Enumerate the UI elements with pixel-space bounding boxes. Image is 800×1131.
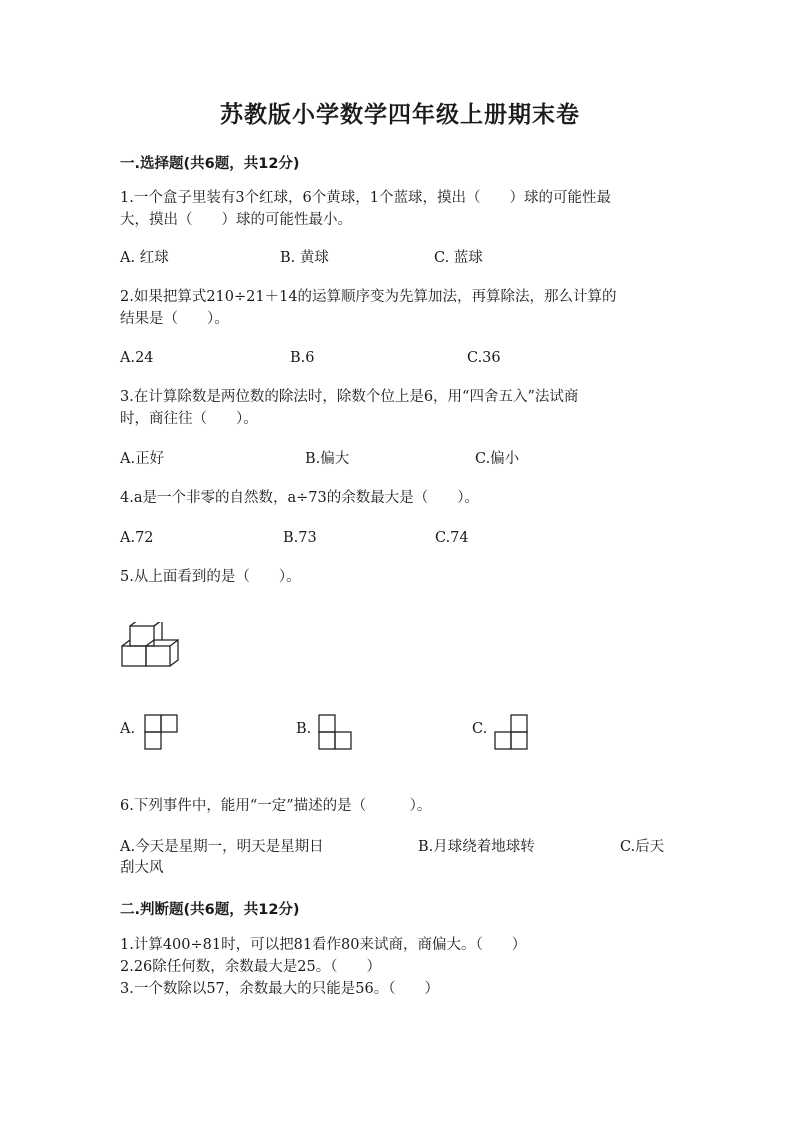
question-text: 大，摸出（ ）球的可能性最小。 — [120, 212, 352, 228]
option-a: A. 红球 — [120, 250, 169, 266]
question-text: 时，商往往（ ）。 — [120, 411, 258, 427]
judgement-question-3: 3.一个数除以57，余数最大的只能是56。（ ） — [120, 981, 439, 997]
option-c: C.36 — [467, 350, 501, 366]
option-c: C.74 — [435, 530, 469, 546]
option-c: C. 蓝球 — [434, 250, 483, 266]
option-b: B. 黄球 — [280, 250, 329, 266]
option-a: A. — [120, 721, 136, 737]
option-a: A.正好 — [120, 451, 165, 467]
option-a-view-shape — [144, 714, 178, 750]
page-title: 苏教版小学数学四年级上册期末卷 — [220, 102, 580, 128]
judgement-question-2: 2.26除任何数，余数最大是25。（ ） — [120, 959, 381, 975]
question-3 — [120, 386, 690, 430]
question-text: 1.一个盒子里装有3个红球，6个黄球，1个蓝球，摸出（ ）球的可能性最 — [120, 190, 612, 206]
question-5 — [120, 566, 690, 588]
question-text: 6.下列事件中，能用“一定”描述的是（ ）。 — [120, 798, 432, 814]
option-c-view-shape — [494, 714, 528, 750]
question-4 — [120, 487, 690, 509]
option-b-view-shape — [318, 714, 352, 750]
section-heading-choice: 一.选择题(共6题，共12分) — [120, 156, 300, 172]
judgement-question-1: 1.计算400÷81时，可以把81看作80来试商，商偏大。（ ） — [120, 937, 527, 953]
option-b: B. — [296, 721, 312, 737]
option-a: A.今天是星期一，明天是星期日 — [120, 839, 324, 855]
question-6 — [120, 795, 690, 817]
option-b: B.6 — [290, 350, 315, 366]
question-2 — [120, 286, 690, 330]
option-c-continued: 刮大风 — [120, 860, 164, 876]
question-text: 结果是（ ）。 — [120, 311, 229, 327]
question-text: 2.如果把算式210÷21＋14的运算顺序变为先算加法，再算除法，那么计算的 — [120, 289, 617, 305]
option-b: B.73 — [283, 530, 317, 546]
question-text: 4.a是一个非零的自然数，a÷73的余数最大是（ ）。 — [120, 490, 479, 506]
question-text: 5.从上面看到的是（ ）。 — [120, 569, 301, 585]
option-b: B.月球绕着地球转 — [418, 839, 535, 855]
option-c: C. — [472, 721, 488, 737]
option-c: C.偏小 — [475, 451, 520, 467]
question-1 — [120, 187, 690, 231]
option-a: A.24 — [120, 350, 154, 366]
option-a: A.72 — [120, 530, 154, 546]
cube-stack-figure — [120, 622, 182, 668]
option-c: C.后天 — [620, 839, 665, 855]
option-b: B.偏大 — [305, 451, 350, 467]
question-text: 3.在计算除数是两位数的除法时，除数个位上是6，用“四舍五入”法试商 — [120, 389, 579, 405]
section-heading-judgement: 二.判断题(共6题，共12分) — [120, 902, 300, 918]
